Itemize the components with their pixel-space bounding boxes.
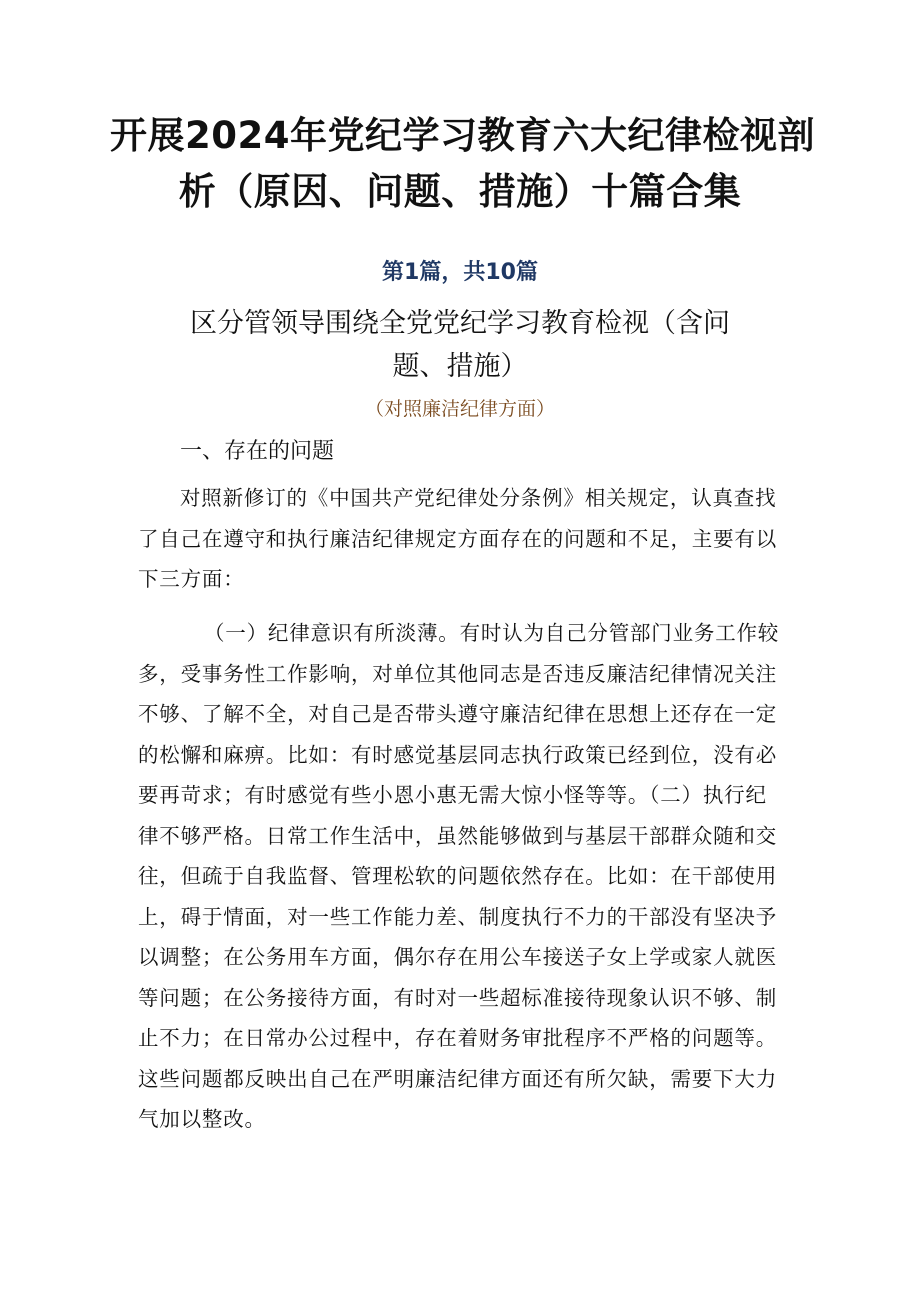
paragraph-line: 多，受事务性工作影响，对单位其他同志是否违反廉洁纪律情况关注 (138, 661, 777, 686)
paragraph-2 (138, 613, 786, 1140)
document-title-line: 析（原因、问题、措施）十篇合集 (178, 170, 742, 213)
paragraph-line: 律不够严格。日常工作生活中，虽然能够做到与基层干部群众随和交 (138, 823, 777, 848)
document-title-line: 开展2024年党纪学习教育六大纪律检视剖 (110, 114, 815, 157)
article-title-line: 区分管领导围绕全党党纪学习教育检视（含问 (190, 308, 730, 339)
paragraph-line: 止不力；在日常办公过程中，存在着财务审批程序不严格的问题等。 (138, 1026, 777, 1050)
article-count: 第1篇，共10篇 (382, 260, 538, 285)
paragraph-1 (138, 478, 786, 600)
article-subtitle: （对照廉洁纪律方面） (364, 398, 555, 420)
paragraph-line: （一）纪律意识有所淡薄。有时认为自己分管部门业务工作较 (204, 621, 780, 645)
paragraph-line: 上，碍于情面，对一些工作能力差、制度执行不力的干部没有坚决予 (138, 904, 777, 929)
paragraph-line: 不够、了解不全，对自己是否带头遵守廉洁纪律在思想上还存在一定 (138, 702, 777, 726)
paragraph-line: 气加以整改。 (138, 1107, 266, 1131)
paragraph-line: 下三方面： (138, 567, 245, 591)
section-heading: 一、存在的问题 (180, 439, 335, 464)
article-title (150, 302, 770, 388)
article-title-line: 题、措施） (392, 351, 528, 382)
paragraph-line: 要再苛求；有时感觉有些小恩小惠无需大惊小怪等等。（二）执行纪 (138, 783, 767, 807)
document-title (110, 108, 815, 220)
paragraph-line: 往，但疏于自我监督、管理松软的问题依然存在。比如：在干部使用 (138, 864, 777, 888)
paragraph-line: 以调整；在公务用车方面，偶尔存在用公车接送子女上学或家人就医 (138, 945, 777, 969)
paragraph-line: 这些问题都反映出自己在严明廉洁纪律方面还有所欠缺，需要下大力 (138, 1066, 777, 1091)
paragraph-line: 对照新修订的《中国共产党纪律处分条例》相关规定，认真查找 (180, 486, 777, 510)
paragraph-line: 了自己在遵守和执行廉洁纪律规定方面存在的问题和不足，主要有以 (138, 526, 777, 551)
paragraph-line: 的松懈和麻痹。比如：有时感觉基层同志执行政策已经到位，没有必 (138, 742, 777, 767)
paragraph-line: 等问题；在公务接待方面，有时对一些超标准接待现象认识不够、制 (138, 985, 777, 1010)
